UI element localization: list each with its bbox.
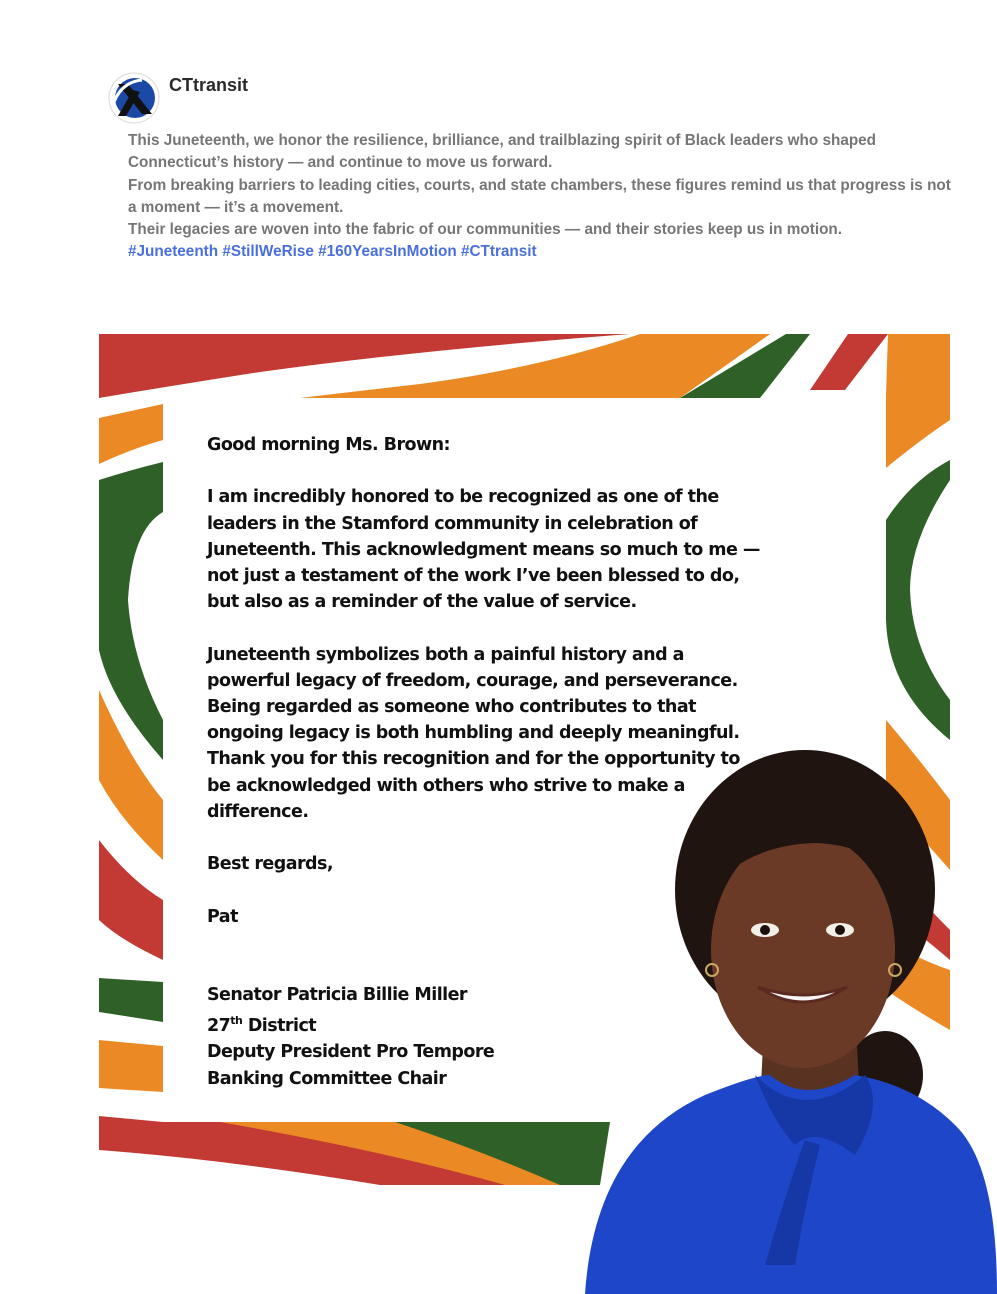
hashtag-juneteenth[interactable]: #Juneteenth (128, 243, 219, 261)
account-name[interactable]: CTtransit (169, 75, 249, 95)
senator-portrait (555, 745, 997, 1294)
district-word: District (247, 1016, 317, 1037)
signature-name: Senator Patricia Billie Miller (207, 985, 467, 1006)
letter-paragraph: I am incredibly honored to be recognized as one of the leaders in the Stamford community in celebration of Juneteenth. This acknowledgment means so much to me —not just a testament of the work I’ve been blessed to do, but also as a reminder of the value of service. (207, 487, 760, 613)
caption-line: This Juneteenth, we honor the resilience, brilliance, and trailblazing spirit of Black leaders who shaped Connecticut’s history — and continue to move us forward. (128, 132, 877, 172)
signature-title: Banking Committee Chair (207, 1068, 447, 1089)
letter-greeting: Good morning Ms. Brown: (207, 435, 450, 455)
hashtag-cttransit[interactable]: #CTtransit (460, 243, 537, 261)
hashtag-160yearsinmotion[interactable]: #160YearsInMotion (318, 243, 457, 261)
signature-title: Deputy President Pro Tempore (207, 1042, 495, 1063)
letter-short-name: Pat (207, 906, 238, 927)
hashtag-stillwerise[interactable]: #StillWeRise (222, 243, 314, 261)
district-suffix: th (230, 1014, 243, 1028)
district-number: 27 (207, 1016, 231, 1037)
letter-paragraph: Juneteenth symbolizes both a painful history and a powerful legacy of freedom, courage, and perseverance. Being regarded as someone who contributes to that ongoing legacy is both humbling and deeply meaningful. Thank you for this recognition and for the opportunity to be acknowledged with others who strive to make a difference. (207, 644, 740, 822)
letter-closing: Best regards, (207, 854, 333, 875)
caption-line: Their legacies are woven into the fabric of our communities — and their stories keep us in motion. (128, 221, 843, 239)
caption-line: From breaking barriers to leading cities, courts, and state chambers, these figures remind us that progress is not a moment — it’s a movement. (128, 176, 951, 216)
